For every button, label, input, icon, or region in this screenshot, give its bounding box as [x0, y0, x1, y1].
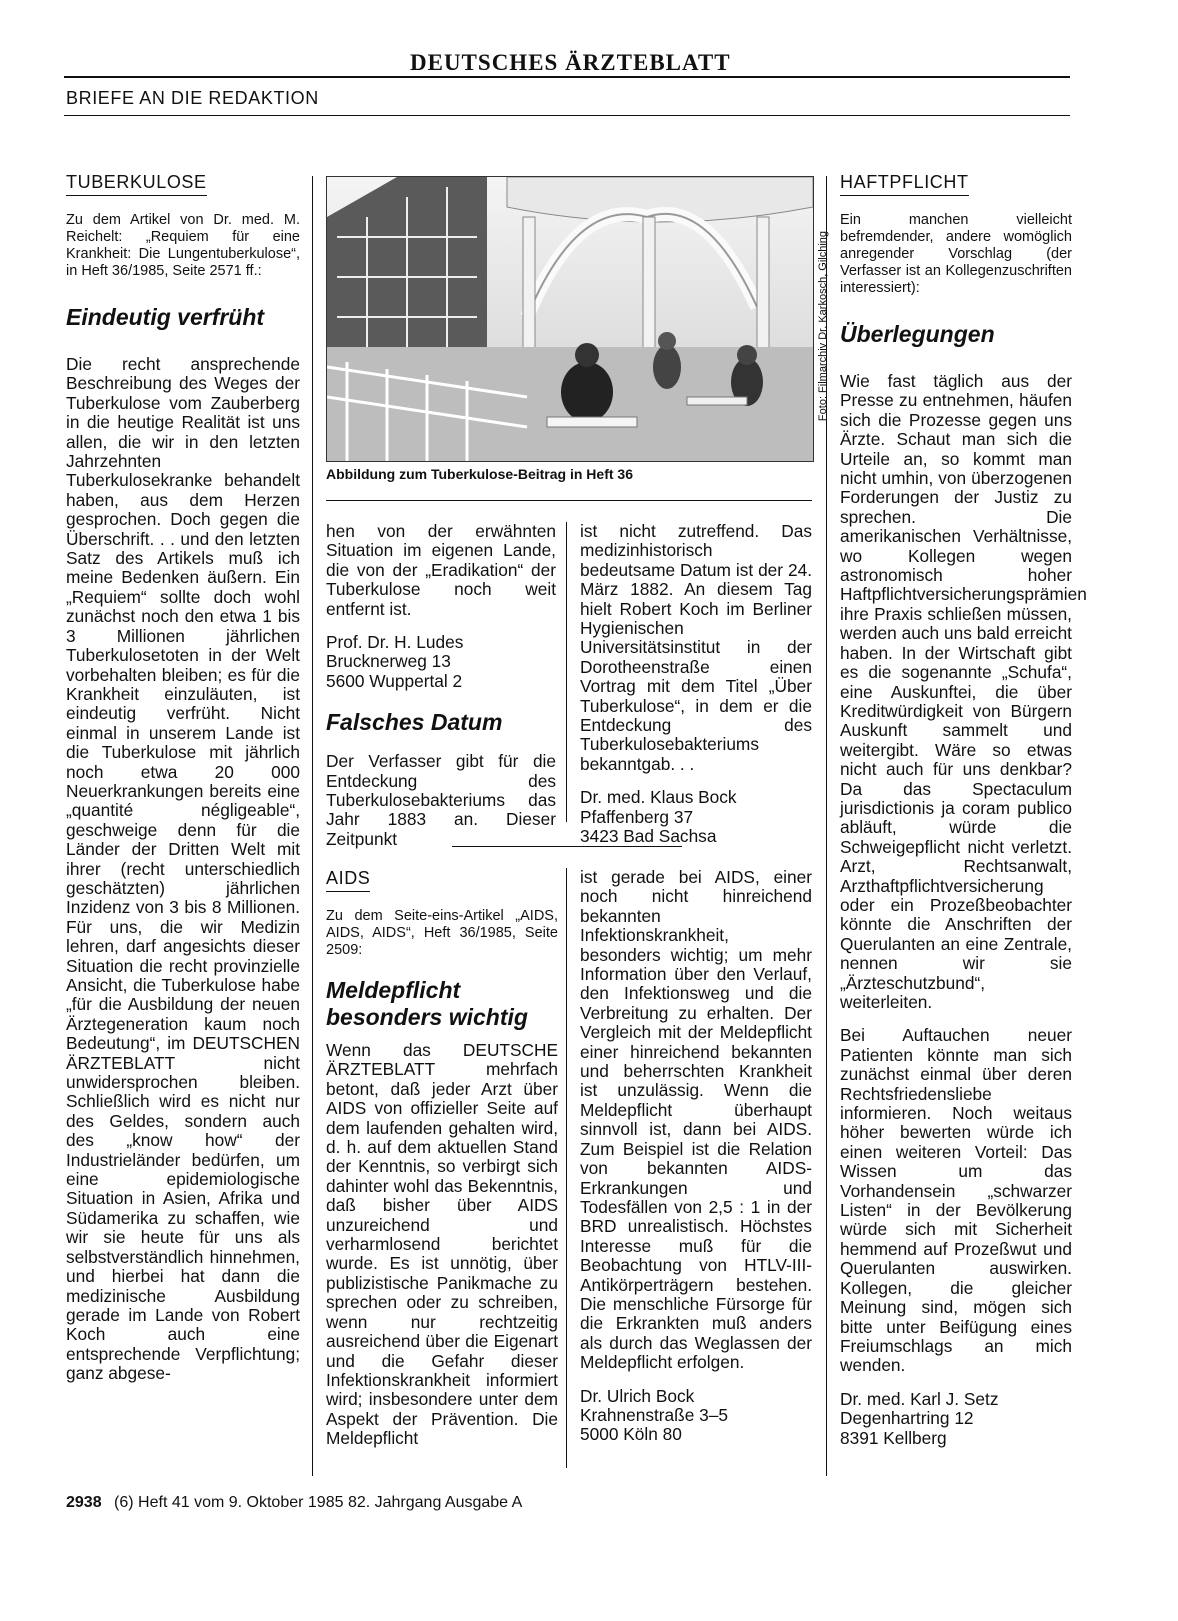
signature-line: Brucknerweg 13 — [326, 651, 451, 672]
issue-info: (6) Heft 41 vom 9. Oktober 1985 82. Jahrgang Ausgabe A — [114, 1494, 523, 1511]
photo-caption: Abbildung zum Tuberkulose-Beitrag in Heft 36 — [326, 466, 633, 482]
aids-continuation — [580, 868, 812, 1445]
signature-line: 5000 Köln 80 — [580, 1424, 682, 1445]
tuberkulose-body: Die recht ansprechende Beschreibung des Weges der Tuberkulose vom Zauberberg in die heutige Realität ist uns allen, die wir in den letzten Jahrzehnten Tuberkulosekranke behandelt haben, aus dem Herzen gesprochen. Doch gegen die Überschrift. . . und den letzten Satz des Artikels muß ich meine Bedenken äußern. Ein „Requiem“ sollte doch wohl zunächst noch den etwa 1 bis 3 Millionen jährlichen Tuberkulosetoten in der Welt vorbehalten bleiben; es für die Krankheit einzuläuten, ist eindeutig verfrüht. Nicht einmal in unserem Lande ist die Tuberkulose mit jährlich noch etwa 20 000 Neuerkrankungen bereits eine „quantité négligeable“, geschweige denn für die Länder der Dritten Welt mit ihrer (recht unterschiedlich geschätzten) jährlichen Inzidenz von 3 bis 8 Millionen. Für uns, die wir Medizin lehren, darf angesichts dieser Situation die recht provinzielle Ansicht, die Tuberkulose habe „für die Ausbildung der neuen Ärztegeneration kaum noch Bedeutung“, im DEUTSCHEN ÄRZTEBLATT nicht unwidersprochen bleiben. Schließlich wird es nicht nur des Geldes, sondern auch des „know how“ der Industrieländer bedürfen, um eine epidemiologische Situation in Asien, Afrika und Südamerika zu schaffen, wie wir sie heute für uns als selbstverständlich hinnehmen, und hierbei hat dann die medizinische Ausbildung gerade im Lande von Robert Koch auch eine entsprechende Verpflichtung; ganz abgese- — [66, 354, 300, 1384]
haftpflicht-intro: Ein manchen vielleicht befremdender, andere womöglich anregender Vorschlag (der Verfasser ist an Kollegenzuschriften interessiert): — [840, 212, 1072, 296]
column-divider-2 — [566, 522, 567, 822]
haftpflicht-kicker: HAFTPFLICHT — [840, 172, 969, 196]
masthead: DEUTSCHES ÄRZTEBLATT — [410, 50, 731, 75]
sanatorium-photo — [326, 176, 814, 462]
haftpflicht-body-b: Bei Auftauchen neuer Patienten könnte man sich zunächst einmal über deren Rechtsfriedensliebe informieren. Noch weitaus höher bewerten würde ich einen weiteren Vorteil: Das Wissen um das Vorhandensein „schwarzer Listen“ in der Bevölkerung würde sich mit Sicherheit hemmend auf Prozeßwut und Querulanten auswirken. Kollegen, die gleicher Meinung sind, mögen sich bitte unter Beifügung eines Freiumschlags an mich wenden. — [840, 1025, 1072, 1376]
aids-intro: Zu dem Seite-eins-Artikel „AIDS, AIDS, AIDS“, Heft 36/1985, Seite 2509: — [326, 908, 558, 958]
tuberkulose-headline: Eindeutig verfrüht — [66, 304, 265, 330]
haftpflicht-column — [840, 172, 1087, 1448]
signature-line: 5600 Wuppertal 2 — [326, 670, 463, 691]
sanatorium-illustration — [327, 177, 813, 461]
signature-line: 8391 Kellberg — [840, 1427, 947, 1448]
datum-body-b: ist nicht zutreffend. Das medizinhistorisch bedeutsame Datum ist der 24. März 1882. An diesem Tag hielt Robert Koch im Berliner Hygienischen Universitätsinstitut in der Dorotheenstraße einen Vortrag mit dem Titel „Über Tuberkulose“, in dem er die Entdeckung des Tuberkulosebakteriums bekanntgab. . . — [580, 521, 812, 774]
tuberkulose-intro: Zu dem Artikel von Dr. med. M. Reichelt: „Requiem für eine Krankheit: Die Lungentuberkulose“, in Heft 36/1985, Seite 2571 ff.: — [66, 212, 300, 279]
aids-headline: Meldepflicht besonders wichtig — [326, 977, 528, 1030]
tuberkulose-column — [66, 172, 300, 1384]
masthead-rule — [64, 76, 1070, 78]
tuberkulose-kicker: TUBERKULOSE — [66, 172, 207, 196]
caption-rule — [326, 500, 812, 501]
signature-line: 3423 Bad Sachsa — [580, 826, 717, 847]
datum-continuation — [580, 522, 812, 847]
tuberkulose-signature — [326, 633, 556, 691]
aids-kicker: AIDS — [326, 868, 370, 892]
page-footer — [66, 1494, 522, 1512]
aids-column — [326, 868, 558, 1449]
short-divider — [452, 846, 682, 847]
signature-line: Degenhartring 12 — [840, 1408, 974, 1429]
column-divider-1 — [312, 176, 313, 1476]
aids-body-a: Wenn das DEUTSCHE ÄRZTEBLATT mehrfach betont, daß jeder Arzt über AIDS von offizieller Seite auf dem laufenden gehalten wird, d. h. auf dem aktuellen Stand der Kenntnis, so verbirgt sich dahinter wohl das Bekenntnis, daß bisher über AIDS unzureichend und verharmlosend berichtet wurde. Es ist unnötig, über publizistische Panikmache zu sprechen oder zu schreiben, wenn nur rechtzeitig ausreichend über die Eigenart und die Gefahr dieser Infektionskrankheit informiert wird; insbesondere unter dem Aspekt der Prävention. Die Meldepflicht — [326, 1040, 558, 1449]
column-divider-4 — [826, 176, 827, 1476]
section-title: BRIEFE AN DIE REDAKTION — [66, 88, 319, 108]
haftpflicht-body-a: Wie fast täglich aus der Presse zu entnehmen, häufen sich die Prozesse gegen uns Ärzte. Schaut man sich die Urteile an, so kommt man nicht umhin, von überzogenen Forderungen der Justiz zu sprechen. Die amerikanischen Verhältnisse, wo Kollegen wegen astronomisch hoher Haftpflichtversicherungsprämien ihre Praxis schließen müssen, werden auch uns bald erreicht haben. In der Wirtschaft gibt es die sogenannte „Schufa“, eine Auskunftei, die über Kreditwürdigkeit von Bürgern Auskunft sammelt und weitergibt. Wäre so etwas nicht auch für uns denkbar? Da das Spectaculum jurisdictionis ja coram publico abläuft, würde die Schweigepflicht nicht verletzt. Arzt, Rechtsanwalt, Arzthaftpflichtversicherung oder ein Prozeßbeobachter könnte die Anschriften der Querulanten an eine Zentrale, nennen wir sie „Ärzteschutzbund“, weiterleiten. — [840, 371, 1087, 1012]
datum-signature — [580, 788, 812, 846]
signature-line: Krahnenstraße 3–5 — [580, 1404, 728, 1425]
signature-line: Dr. Ulrich Bock — [580, 1385, 695, 1406]
datum-body-a: Der Verfasser gibt für die Entdeckung des Tuberkulosebakteriums das Jahr 1883 an. Dieser Zeitpunkt — [326, 751, 556, 849]
tuberkulose-continuation-text: hen von der erwähnten Situation im eigenen Lande, die von der „Eradikation“ der Tuberkulose noch weit entfernt ist. — [326, 521, 556, 619]
haftpflicht-body — [840, 371, 1087, 1448]
signature-line: Pfaffenberg 37 — [580, 806, 694, 827]
aids-signature — [580, 1387, 812, 1445]
photo-credit — [813, 186, 833, 466]
signature-line: Prof. Dr. H. Ludes — [326, 632, 464, 653]
haftpflicht-headline: Überlegungen — [840, 321, 995, 347]
page-number: 2938 — [66, 1494, 102, 1511]
signature-line: Dr. med. Karl J. Setz — [840, 1388, 999, 1409]
tuberkulose-continuation — [326, 522, 556, 849]
signature-line: Dr. med. Klaus Bock — [580, 787, 737, 808]
datum-headline: Falsches Datum — [326, 709, 503, 736]
photo-credit-text: Foto: Filmarchiv Dr. Karkosch, Gilching — [817, 230, 829, 422]
section-rule — [64, 115, 1070, 116]
column-divider-3 — [566, 868, 567, 1468]
haftpflicht-signature — [840, 1390, 1072, 1448]
aids-body-b: ist gerade bei AIDS, einer noch nicht hinreichend bekannten Infektionskrankheit, besonders wichtig; um mehr Information über den Verlauf, den Infektionsweg und die Verbreitung zu erhalten. Der Vergleich mit der Meldepflicht einer hinreichend bekannten und beherrschten Krankheit ist unzulässig. Wenn die Meldepflicht überhaupt sinnvoll ist, dann bei AIDS. Zum Beispiel ist die Relation von bekannten AIDS-Erkrankungen und Todesfällen von 2,5 : 1 in der BRD unrealistisch. Höchstes Interesse muß für die Beobachtung von HTLV-III-Antikörperträgern bestehen. Die menschliche Fürsorge für die Erkrankten muß anders als durch das Weglassen der Meldepflicht erfolgen. — [580, 867, 812, 1373]
